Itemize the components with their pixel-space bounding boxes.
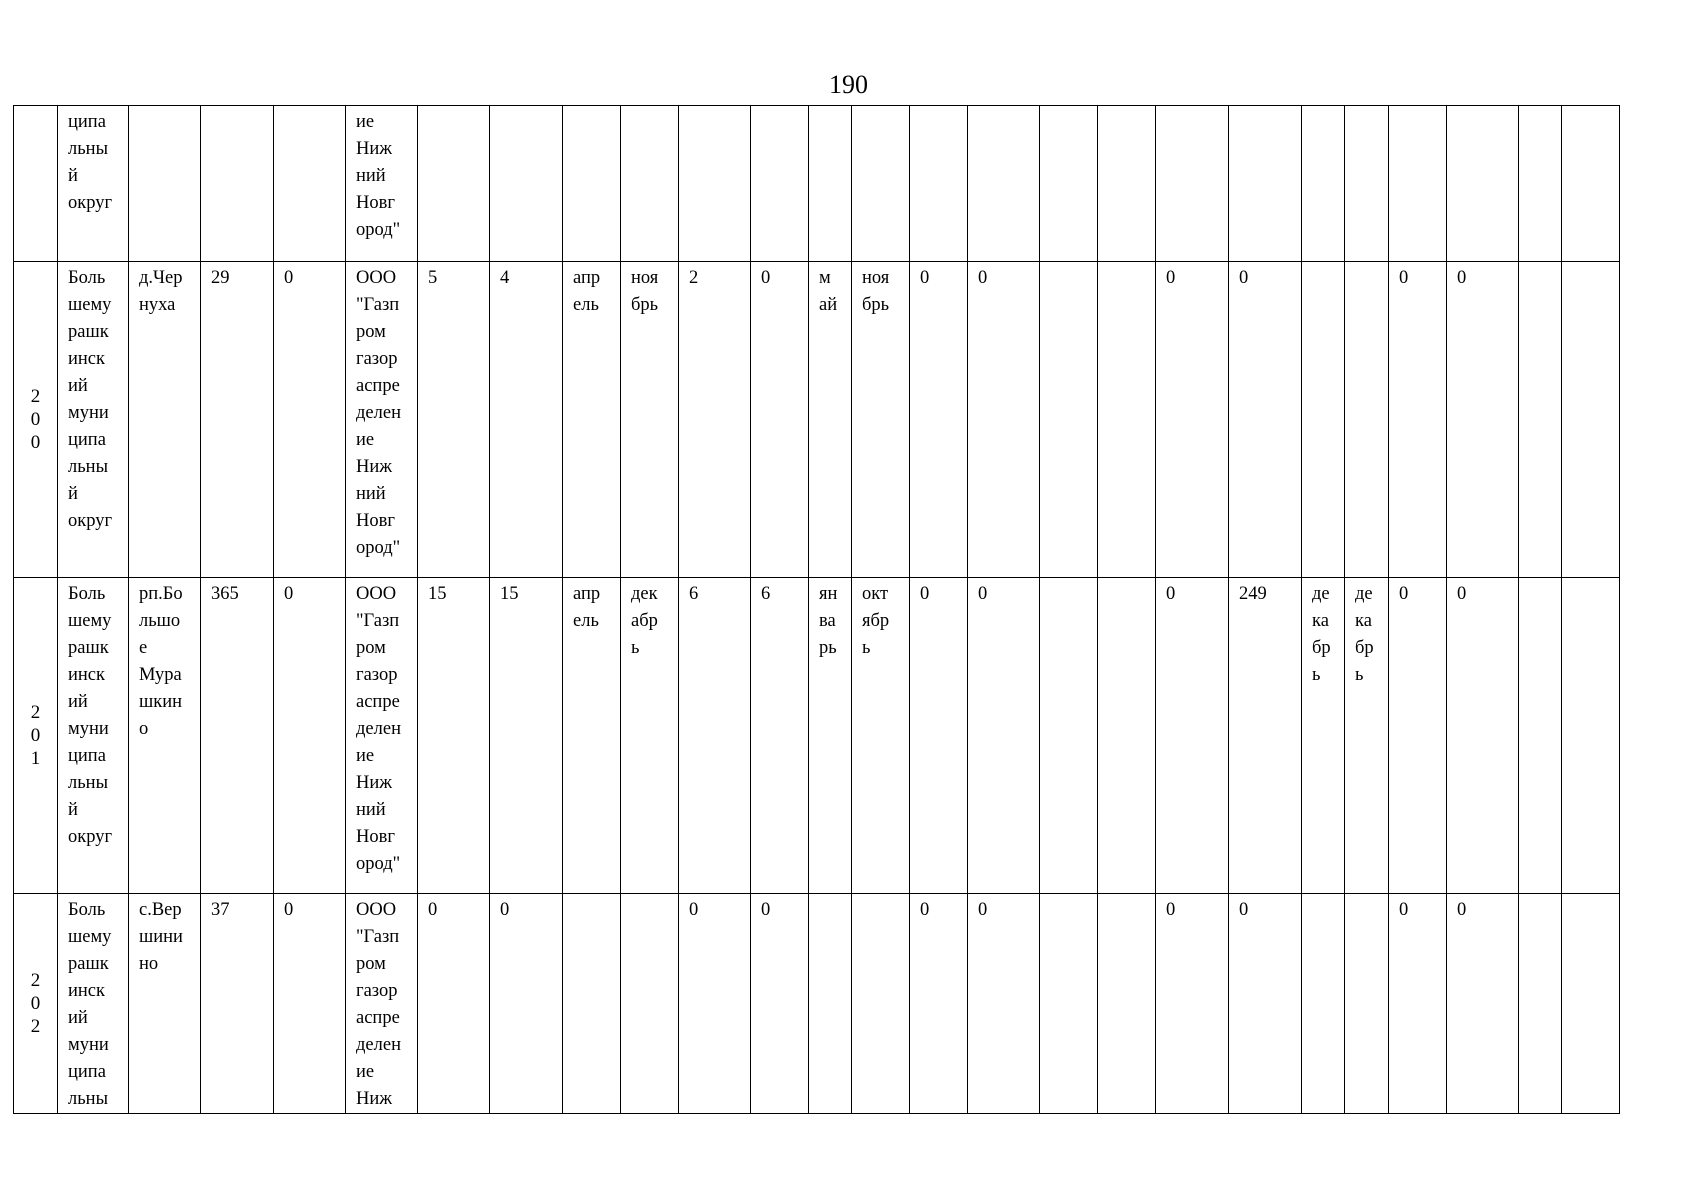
table-row xyxy=(14,106,1620,262)
table-cell xyxy=(1519,106,1562,262)
table-cell xyxy=(1345,106,1389,262)
data-table xyxy=(13,105,1620,1114)
table-cell xyxy=(751,106,809,262)
table-cell xyxy=(1302,106,1345,262)
table-cell: 4 xyxy=(490,262,563,578)
table-cell: м ай xyxy=(809,262,852,578)
table-cell: 0 xyxy=(1389,262,1447,578)
table-cell: 0 xyxy=(274,578,346,894)
table-cell xyxy=(201,106,274,262)
table-row xyxy=(14,262,1620,578)
table-cell xyxy=(1040,106,1098,262)
table-cell: 0 xyxy=(1229,894,1302,1114)
organization-cell: ООО "Газп ром газор аспре делен ие Ниж ний Новг ород" xyxy=(346,578,418,894)
table-cell: 0 xyxy=(968,894,1040,1114)
table-cell: 0 xyxy=(418,894,490,1114)
table-cell: ноя брь xyxy=(852,262,910,578)
table-cell: 0 xyxy=(274,894,346,1114)
table-cell: 0 xyxy=(910,894,968,1114)
table-cell: 5 xyxy=(418,262,490,578)
table-cell: дек абр ь xyxy=(621,578,679,894)
table-cell xyxy=(1562,578,1620,894)
table-cell xyxy=(621,106,679,262)
settlement-cell: с.Вер шини но xyxy=(129,894,201,1114)
table-cell xyxy=(910,106,968,262)
table-cell: апр ель xyxy=(563,578,621,894)
district-cell: Боль шему рашк инск ий муни ципа льны xyxy=(58,894,129,1114)
table-cell: 0 xyxy=(490,894,563,1114)
table-cell: 37 xyxy=(201,894,274,1114)
table-cell: 0 xyxy=(1389,894,1447,1114)
table-cell: апр ель xyxy=(563,262,621,578)
table-cell: 0 xyxy=(1156,262,1229,578)
table-cell xyxy=(679,106,751,262)
table-cell: 0 xyxy=(751,894,809,1114)
table-cell: ян ва рь xyxy=(809,578,852,894)
table-cell: ноя брь xyxy=(621,262,679,578)
table-cell xyxy=(1447,106,1519,262)
table-cell xyxy=(1302,894,1345,1114)
table-cell xyxy=(1040,894,1098,1114)
table-cell xyxy=(563,106,621,262)
settlement-cell: рп.Бо льшо е Мура шкин о xyxy=(129,578,201,894)
table-cell xyxy=(490,106,563,262)
table-cell xyxy=(809,894,852,1114)
row-number-cell xyxy=(14,106,58,262)
table-cell xyxy=(852,106,910,262)
table-cell: 6 xyxy=(751,578,809,894)
table-cell: 249 xyxy=(1229,578,1302,894)
table-cell: окт ябр ь xyxy=(852,578,910,894)
table-cell: 0 xyxy=(1389,578,1447,894)
table-cell xyxy=(1040,578,1098,894)
table-cell: 0 xyxy=(679,894,751,1114)
table-cell xyxy=(1519,262,1562,578)
district-cell: Боль шему рашк инск ий муни ципа льны й округ xyxy=(58,578,129,894)
table-cell: 6 xyxy=(679,578,751,894)
row-number-cell: 2 0 1 xyxy=(14,578,58,894)
table-cell xyxy=(1229,106,1302,262)
table-cell: де ка бр ь xyxy=(1345,578,1389,894)
organization-cell: ООО "Газп ром газор аспре делен ие Ниж ний Новг ород" xyxy=(346,262,418,578)
table-cell xyxy=(1519,894,1562,1114)
table-cell: 365 xyxy=(201,578,274,894)
table-cell xyxy=(1562,894,1620,1114)
table-cell xyxy=(1562,262,1620,578)
table-cell: 0 xyxy=(1447,894,1519,1114)
table-cell xyxy=(563,894,621,1114)
table-cell xyxy=(1345,262,1389,578)
table-row xyxy=(14,894,1620,1114)
district-cell: Боль шему рашк инск ий муни ципа льны й округ xyxy=(58,262,129,578)
table-cell xyxy=(1098,106,1156,262)
table-cell: 0 xyxy=(910,262,968,578)
table-cell: 0 xyxy=(751,262,809,578)
table-cell xyxy=(1302,262,1345,578)
table-cell xyxy=(852,894,910,1114)
table-cell: 0 xyxy=(968,262,1040,578)
table-cell: 2 xyxy=(679,262,751,578)
table-cell xyxy=(274,106,346,262)
table-cell: 15 xyxy=(418,578,490,894)
table-cell: 15 xyxy=(490,578,563,894)
table-cell xyxy=(1040,262,1098,578)
page-number: 190 xyxy=(829,70,868,99)
table-cell xyxy=(1562,106,1620,262)
table-cell: 29 xyxy=(201,262,274,578)
table-cell: 0 xyxy=(968,578,1040,894)
organization-cell: ООО "Газп ром газор аспре делен ие Ниж xyxy=(346,894,418,1114)
table-cell xyxy=(418,106,490,262)
table-cell: де ка бр ь xyxy=(1302,578,1345,894)
table-cell xyxy=(1389,106,1447,262)
table-cell: 0 xyxy=(1447,262,1519,578)
settlement-cell: д.Чер нуха xyxy=(129,262,201,578)
table-cell xyxy=(1098,894,1156,1114)
district-cell: ципа льны й округ xyxy=(58,106,129,262)
row-number-cell: 2 0 0 xyxy=(14,262,58,578)
table-cell: 0 xyxy=(1156,894,1229,1114)
table-cell xyxy=(1156,106,1229,262)
table-cell: 0 xyxy=(910,578,968,894)
settlement-cell xyxy=(129,106,201,262)
table-cell xyxy=(1098,262,1156,578)
table-cell xyxy=(968,106,1040,262)
table-cell xyxy=(1345,894,1389,1114)
table-cell: 0 xyxy=(1447,578,1519,894)
table-row xyxy=(14,578,1620,894)
organization-cell: ие Ниж ний Новг ород" xyxy=(346,106,418,262)
table-cell xyxy=(1098,578,1156,894)
row-number-cell: 2 0 2 xyxy=(14,894,58,1114)
table-cell xyxy=(621,894,679,1114)
table-cell: 0 xyxy=(1156,578,1229,894)
table-cell xyxy=(1519,578,1562,894)
table-cell: 0 xyxy=(1229,262,1302,578)
table-cell xyxy=(809,106,852,262)
table-cell: 0 xyxy=(274,262,346,578)
